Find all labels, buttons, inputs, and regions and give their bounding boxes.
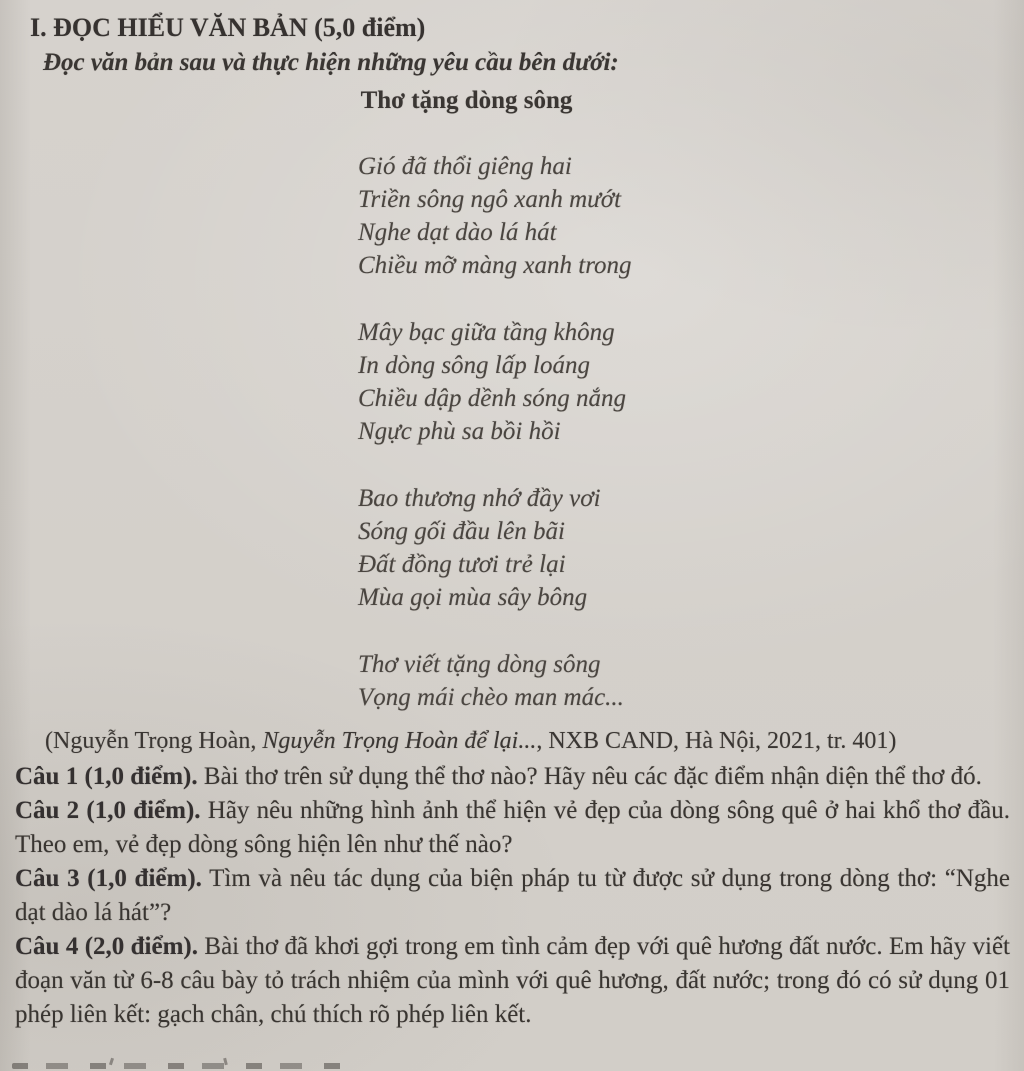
poem-line: Chiều dập dềnh sóng nắng [358,385,627,412]
question-1-text: Bài thơ trên sử dụng thể thơ nào? Hãy nêu các đặc điểm nhận diện thể thơ đó. [197,763,982,790]
poem-line: Nghe dạt dào lá hát [358,219,557,246]
source-citation [45,724,1010,758]
poem-line: Mây bạc giữa tầng không [358,319,615,346]
citation-book-title: Nguyễn Trọng Hoàn để lại... [262,728,537,754]
reading-instruction: Đọc văn bản sau và thực hiện những yêu cầu bên dưới: [43,49,619,76]
poem-line: Chiều mỡ màng xanh trong [358,252,632,279]
poem-line: Triền sông ngô xanh mướt [358,186,622,213]
poem-stanza-3 [358,482,1010,614]
question-4 [15,930,1010,1032]
poem-line: Vọng mái chèo man mác... [358,684,624,711]
cutoff-next-line-fragments [12,1063,344,1069]
poem-line: Thơ viết tặng dòng sông [358,651,601,678]
citation-publisher: , NXB CAND, Hà Nội, 2021, tr. 401) [536,728,897,754]
poem-line: Ngực phù sa bồi hồi [358,418,561,445]
question-3-text: Tìm và nêu tác dụng của biện pháp tu từ được sử dụng trong dòng thơ: “Nghe dạt dào lá hát”? [15,865,1010,926]
question-4-label: Câu 4 (2,0 điểm). [15,933,199,960]
question-2-text: Hãy nêu những hình ảnh thể hiện vẻ đẹp của dòng sông quê ở hai khổ thơ đầu. Theo em, vẻ đẹp dòng sông hiện lên như thế nào? [15,797,1010,858]
poem-stanza-4 [358,648,1010,714]
question-2 [15,794,1010,862]
question-4-text: Bài thơ đã khơi gợi trong em tình cảm đẹp với quê hương đất nước. Em hãy viết đoạn văn từ 6-8 câu bày tỏ trách nhiệm của mình với quê hương, đất nước; trong đó có sử dụng 01 phép liên kết: gạch chân, chú thích rõ phép liên kết. [15,933,1010,1028]
poem-line: Đất đồng tươi trẻ lại [358,551,566,578]
question-3 [15,862,1010,930]
section-heading: I. ĐỌC HIỂU VĂN BẢN (5,0 điểm) [30,13,426,42]
question-list [15,760,1010,1032]
poem-title: Thơ tặng dòng sông [360,87,573,114]
poem [358,150,1010,714]
question-3-label: Câu 3 (1,0 điểm). [15,865,202,892]
poem-stanza-1 [358,150,1010,282]
citation-author: (Nguyễn Trọng Hoàn, [45,728,263,754]
poem-line: Bao thương nhớ đầy vơi [358,485,601,512]
poem-line: Sóng gối đầu lên bãi [358,518,565,545]
poem-line: In dòng sông lấp loáng [358,352,590,379]
poem-line: Gió đã thổi giêng hai [358,153,572,180]
question-1-label: Câu 1 (1,0 điểm). [15,763,198,790]
question-2-label: Câu 2 (1,0 điểm). [15,797,201,824]
question-1 [15,760,1010,794]
poem-line: Mùa gọi mùa sây bông [358,584,588,611]
poem-stanza-2 [358,316,1010,448]
